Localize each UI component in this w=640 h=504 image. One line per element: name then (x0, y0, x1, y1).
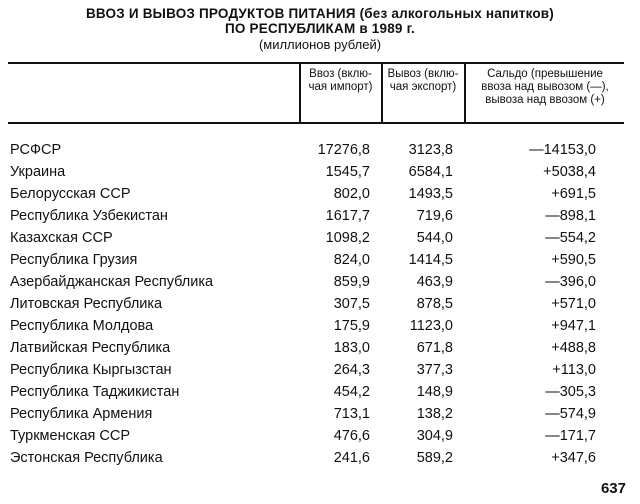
import-value: 476,6 (333, 428, 370, 444)
table-row (0, 362, 640, 384)
import-value: 183,0 (333, 340, 370, 356)
header-top-rule (8, 62, 624, 64)
table-row (0, 230, 640, 252)
republic-name: Республика Узбекистан (10, 208, 168, 224)
import-value: 802,0 (333, 186, 370, 202)
balance-value: +113,0 (552, 362, 596, 378)
export-value: 3123,8 (408, 142, 453, 158)
import-value: 241,6 (333, 450, 370, 466)
header-import-line-2: чая импорт) (308, 81, 373, 93)
balance-value: +691,5 (551, 186, 596, 202)
table-row (0, 164, 640, 186)
table-title-line-1: ВВОЗ И ВЫВОЗ ПРОДУКТОВ ПИТАНИЯ (без алкогольных напитков) (85, 6, 555, 21)
import-value: 713,1 (333, 406, 370, 422)
republic-name: Литовская Республика (10, 296, 163, 312)
balance-value: —574,9 (545, 406, 596, 422)
balance-value: +347,6 (551, 450, 596, 466)
republic-name: Азербайджанская Республика (10, 274, 214, 290)
balance-value: —171,7 (545, 428, 596, 444)
header-export (382, 68, 464, 94)
export-value: 304,9 (416, 428, 453, 444)
republic-name: Туркменская ССР (10, 428, 131, 444)
republic-name: Белорусская ССР (10, 186, 131, 202)
export-value: 671,8 (416, 340, 453, 356)
header-balance-line-2: ввоза над вывозом (—), (481, 81, 609, 93)
balance-value: +947,1 (551, 318, 596, 334)
header-balance-line-3: вывоза над ввозом (+) (485, 94, 605, 106)
table-row (0, 296, 640, 318)
export-value: 148,9 (416, 384, 453, 400)
republic-name: Эстонская Республика (10, 450, 163, 466)
balance-value: +571,0 (551, 296, 596, 312)
export-value: 719,6 (416, 208, 453, 224)
header-balance (466, 68, 624, 107)
table-row (0, 142, 640, 164)
header-export-line-2: чая экспорт) (389, 81, 457, 93)
import-value: 1098,2 (325, 230, 370, 246)
export-value: 1123,0 (409, 318, 453, 334)
export-value: 138,2 (416, 406, 453, 422)
import-value: 454,2 (333, 384, 370, 400)
header-import (300, 68, 381, 94)
table-row (0, 318, 640, 340)
table-title-line-2: ПО РЕСПУБЛИКАМ в 1989 г. (225, 21, 415, 36)
republic-name: Республика Молдова (10, 318, 154, 334)
table-row (0, 428, 640, 450)
balance-value: —396,0 (545, 274, 596, 290)
export-value: 6584,1 (408, 164, 453, 180)
export-value: 544,0 (416, 230, 453, 246)
table-row (0, 384, 640, 406)
import-value: 1545,7 (325, 164, 370, 180)
export-value: 878,5 (416, 296, 453, 312)
import-value: 1617,7 (325, 208, 370, 224)
republic-name: Украина (10, 164, 66, 180)
table-row (0, 252, 640, 274)
import-value: 17276,8 (317, 142, 370, 158)
table-units: (миллионов рублей) (258, 37, 382, 52)
header-balance-line-1: Сальдо (превышение (487, 68, 603, 80)
table-row (0, 186, 640, 208)
header-import-line-1: Ввоз (вклю- (309, 68, 372, 80)
header-export-line-1: Вывоз (вклю- (387, 68, 459, 80)
balance-value: +590,5 (551, 252, 596, 268)
republic-name: Республика Кыргызстан (10, 362, 172, 378)
republic-name: Республика Грузия (10, 252, 138, 268)
export-value: 1493,5 (408, 186, 453, 202)
balance-value: +5038,4 (543, 164, 596, 180)
export-value: 463,9 (416, 274, 453, 290)
balance-value: —305,3 (545, 384, 596, 400)
page-number: 637 (600, 480, 626, 497)
header-bottom-rule (8, 122, 624, 124)
import-value: 824,0 (333, 252, 370, 268)
table-row (0, 340, 640, 362)
table-row (0, 208, 640, 230)
balance-value: —898,1 (545, 208, 596, 224)
import-value: 264,3 (333, 362, 370, 378)
republic-name: РСФСР (10, 142, 62, 158)
table-row (0, 274, 640, 296)
export-value: 589,2 (416, 450, 453, 466)
republic-name: Республика Таджикистан (10, 384, 180, 400)
balance-value: —14153,0 (529, 142, 596, 158)
balance-value: —554,2 (545, 230, 596, 246)
export-value: 377,3 (416, 362, 453, 378)
republic-name: Латвийская Республика (10, 340, 171, 356)
import-value: 859,9 (333, 274, 370, 290)
table-row (0, 406, 640, 428)
republic-name: Казахская ССР (10, 230, 113, 246)
import-value: 307,5 (333, 296, 370, 312)
export-value: 1414,5 (408, 252, 453, 268)
republic-name: Республика Армения (10, 406, 153, 422)
balance-value: +488,8 (551, 340, 596, 356)
table-row (0, 450, 640, 472)
import-value: 175,9 (333, 318, 370, 334)
